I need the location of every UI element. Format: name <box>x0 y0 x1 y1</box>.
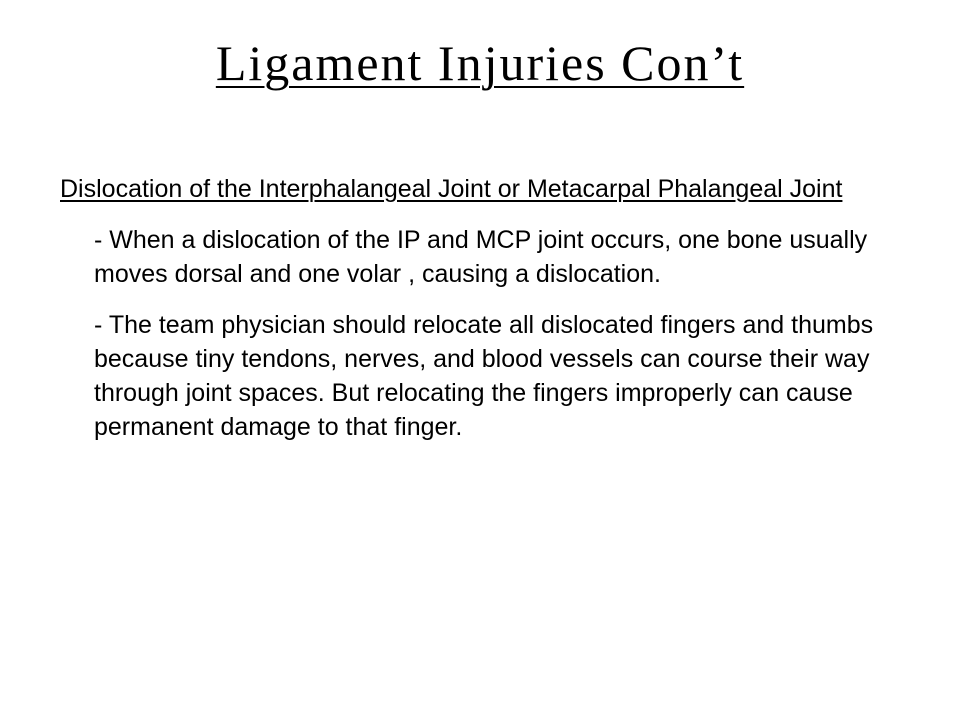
paragraph-dislocation: - When a dislocation of the IP and MCP joint occurs, one bone usually moves dorsal and one volar , causing a dislocation. <box>94 226 868 288</box>
section-heading: Dislocation of the Interphalangeal Joint or Metacarpal Phalangeal Joint <box>60 175 843 203</box>
slide-title: Ligament Injuries Con’t <box>215 35 745 91</box>
slide-body <box>60 172 880 444</box>
paragraph-relocation: - The team physician should relocate all dislocated fingers and thumbs because tiny tendons, nerves, and blood vessels can course their way through joint spaces. But relocating the fingers improperly can cause permanent damage to that finger. <box>94 311 874 441</box>
